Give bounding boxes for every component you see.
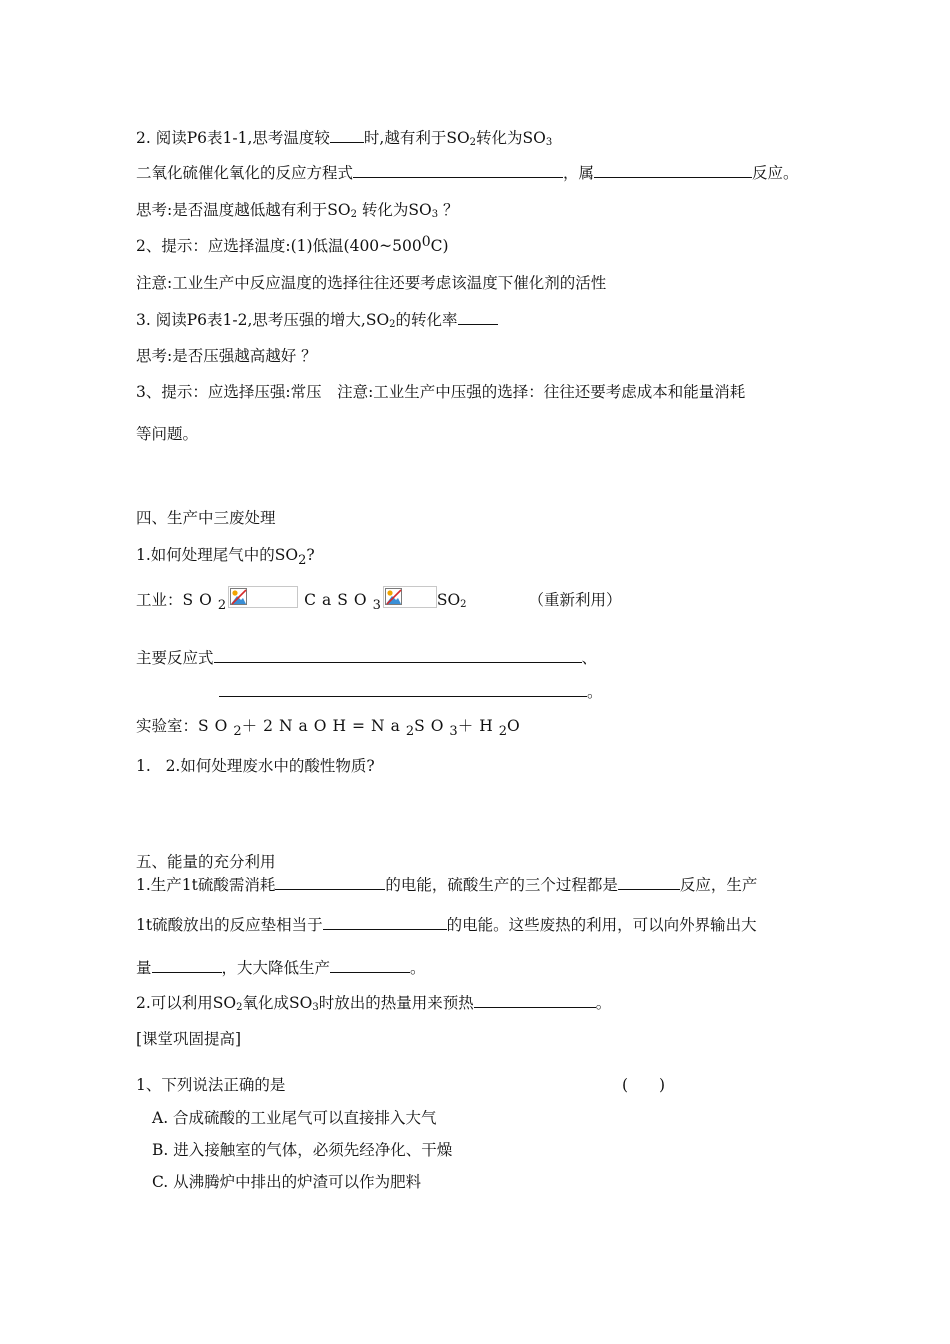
energy-line-4: [136, 993, 611, 1013]
hint-pressure-cont: [136, 424, 198, 444]
text: 主要反应式: [136, 649, 214, 667]
think-temperature: [136, 200, 459, 220]
text: 实验室：: [136, 717, 199, 735]
text: 氧化成SO: [242, 994, 313, 1012]
text: ?: [306, 546, 315, 564]
text: C. 从沸腾炉中排出的炉渣可以作为肥料: [152, 1173, 422, 1191]
mc-question-1: [136, 1075, 285, 1095]
consolidate-title: [136, 1029, 241, 1049]
text: ＋2NaOH=Na: [241, 717, 406, 735]
question-pressure: [136, 310, 498, 330]
text: C): [430, 237, 449, 255]
question-so2-tail-gas: [136, 545, 315, 568]
subscript: 2: [460, 599, 467, 610]
blank: [474, 993, 596, 1008]
hint-pressure: [136, 382, 745, 402]
subscript: 2: [498, 724, 508, 739]
text: 。: [410, 959, 426, 977]
text: ，属: [563, 164, 595, 182]
text: CaSO: [304, 591, 373, 609]
subscript: 2: [233, 724, 242, 739]
text: 3、提示：应选择压强:常压 注意:工业生产中压强的选择：往往还要考虑成本和能量消耗: [136, 383, 746, 401]
section-title-energy: [136, 852, 276, 872]
question-acid-wastewater: [136, 756, 375, 776]
blank: [214, 648, 582, 663]
subscript: 2: [469, 137, 477, 148]
text: 。: [595, 994, 612, 1012]
text: ？: [438, 201, 459, 219]
text: 的电能。这些废热的利用，可以向外界输出大: [446, 916, 757, 934]
text: 2.可以利用SO: [136, 994, 237, 1012]
text: 等问题。: [136, 425, 199, 443]
text: [课堂巩固提高]: [136, 1030, 242, 1048]
energy-line-1: [136, 875, 757, 895]
text: 思考:是否压强越高越好 ？: [136, 347, 317, 365]
blank: [330, 128, 364, 143]
text: B. 进入接触室的气体，必须先经净化、干燥: [152, 1141, 453, 1159]
text: 二氧化硫催化氧化的反应方程式: [136, 164, 354, 182]
text: 转化为SO: [356, 201, 432, 219]
equation-line: [136, 163, 799, 183]
superscript: 0: [421, 234, 431, 250]
subscript: 2: [298, 553, 307, 568]
text: 时放出的热量用来预热: [318, 994, 474, 1012]
broken-image-icon: [383, 586, 437, 608]
text: 2、提示：应选择温度:(1)低温(400~500: [136, 237, 422, 255]
blank: [353, 163, 563, 178]
blank: [323, 915, 447, 930]
text: 四、生产中三废处理: [136, 509, 276, 527]
blank: [330, 958, 410, 973]
text: 转化为SO: [476, 129, 546, 147]
energy-line-3: [136, 958, 426, 978]
subscript: 3: [312, 1002, 319, 1013]
note-catalyst: [136, 273, 606, 293]
text: 1、下列说法正确的是: [136, 1076, 286, 1094]
text: 注意:工业生产中反应温度的选择往往还要考虑该温度下催化剂的活性: [136, 274, 607, 292]
text: 1.生产1t硫酸需消耗: [136, 876, 276, 894]
text: 的转化率: [395, 311, 458, 329]
broken-image-icon: [228, 586, 298, 608]
lab-equation: [136, 716, 520, 739]
blank: [275, 875, 385, 890]
text: A. 合成硫酸的工业尾气可以直接排入大气: [152, 1109, 437, 1127]
main-reaction-line: [136, 648, 597, 668]
text: 、: [581, 649, 598, 667]
think-pressure: [136, 346, 317, 366]
energy-line-2: [136, 915, 757, 935]
text: 1t硫酸放出的反应垫相当于: [136, 916, 323, 934]
text: SO: [436, 591, 461, 609]
text: 反应。: [752, 164, 799, 182]
text: 1. 2.如何处理废水中的酸性物质?: [136, 757, 375, 775]
subscript: 3: [431, 209, 439, 220]
option-c: [152, 1172, 421, 1192]
blank: [618, 875, 680, 890]
text: 3. 阅读P6表1-2,思考压强的增大,SO: [136, 311, 390, 329]
text: 1.如何处理尾气中的SO: [136, 546, 299, 564]
text: 量: [136, 959, 152, 977]
subscript: 2: [217, 598, 227, 613]
section-title-waste: [136, 508, 276, 528]
text: 思考:是否温度越低越有利于SO: [136, 201, 351, 219]
subscript: 2: [236, 1002, 243, 1013]
subscript: 3: [372, 598, 381, 613]
subscript: 2: [350, 209, 357, 220]
text: 五、能量的充分利用: [136, 853, 276, 871]
text: 。: [587, 683, 603, 701]
subscript: 2: [389, 319, 396, 330]
blank: [594, 163, 752, 178]
text: 的电能，硫酸生产的三个过程都是: [385, 876, 618, 894]
text: 反应，生产: [679, 876, 758, 894]
subscript: 3: [545, 137, 553, 148]
answer-paren: [622, 1075, 665, 1095]
text: 2. 阅读P6表1-1,思考温度较: [136, 129, 330, 147]
text: （重新利用）: [528, 591, 622, 609]
main-reaction-line-2: [219, 682, 603, 702]
text: 时,越有利于SO: [363, 129, 470, 147]
text: 工业：: [136, 591, 183, 609]
hint-temperature: [136, 236, 449, 256]
text: SO: [182, 591, 218, 609]
industry-process: [136, 586, 622, 613]
option-b: [152, 1140, 452, 1160]
blank: [458, 310, 498, 325]
text: SO: [414, 717, 450, 735]
text: ＋H: [457, 717, 499, 735]
text: ( ): [622, 1076, 666, 1094]
text: O: [507, 717, 520, 735]
blank: [152, 958, 222, 973]
subscript: 3: [449, 724, 458, 739]
text: SO: [198, 717, 234, 735]
option-a: [152, 1108, 437, 1128]
blank: [219, 682, 587, 697]
text: ，大大降低生产: [221, 959, 331, 977]
question-temperature: [136, 128, 552, 148]
subscript: 2: [405, 724, 415, 739]
